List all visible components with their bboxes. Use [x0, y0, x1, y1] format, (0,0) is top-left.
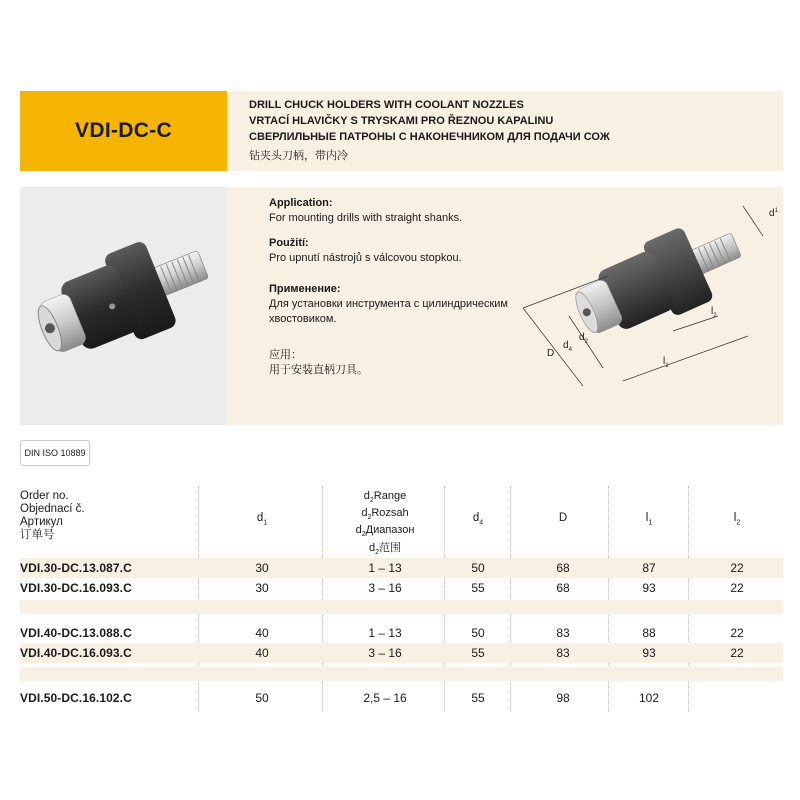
- title-zh: 钻夹头刀柄，带内冷: [249, 150, 348, 162]
- standard-badge: DIN ISO 10889: [20, 440, 90, 466]
- dim-d4-label: $d_4$: [563, 340, 572, 353]
- application-text-ru-1: Для установки инструмента с цилиндрическим: [269, 298, 508, 310]
- dim-d2-label: $d_2$: [579, 332, 588, 345]
- application-label-zh: 应用：: [269, 349, 302, 361]
- dimension-drawing: [513, 196, 778, 396]
- application-text-ru-2: хвостовиком.: [269, 313, 337, 325]
- header-l1: $l_1$: [645, 512, 653, 527]
- table-header: [20, 486, 783, 558]
- header-range: $d_2Range$ $d_2Rozsah$ $d_2Диапазон$ $d_2$范围: [355, 490, 415, 556]
- header-l2: $l_2$: [733, 512, 741, 527]
- title-cz: VRTACÍ HLAVIČKY S TRYSKAMI PRO ŘEZNOU KAPALINU: [249, 115, 554, 127]
- header-D: D: [558, 512, 568, 524]
- product-photo: [20, 187, 227, 425]
- dim-l2-label: $l_2$: [711, 306, 717, 319]
- application-label-ru: Применение:: [269, 283, 341, 295]
- table-row: VDI.40-DC.16.093.C 40 3 – 16 55 83 93 22: [20, 643, 783, 663]
- table-row: VDI.50-DC.16.102.C 50 2,5 – 16 55 98 102: [20, 691, 660, 705]
- application-label-en: Application:: [269, 197, 333, 209]
- application-text-cz: Pro upnutí nástrojů s válcovou stopkou.: [269, 252, 462, 264]
- product-code: VDI-DC-C: [75, 119, 172, 142]
- dim-D-label: D: [547, 348, 555, 359]
- header-d1: $d_1$: [256, 512, 268, 527]
- application-text-en: For mounting drills with straight shanks.: [269, 212, 463, 224]
- header-order: Order no. Objednací č. Артикул 订单号: [20, 490, 85, 541]
- table-row: VDI.30-DC.13.087.C 30 1 – 13 50 68 87 22: [20, 558, 783, 578]
- title-ru: СВЕРЛИЛЬНЫЕ ПАТРОНЫ С НАКОНЕЧНИКОМ ДЛЯ ПОДАЧИ СОЖ: [249, 131, 610, 143]
- application-text-zh: 用于安装直柄刀具。: [269, 364, 368, 376]
- dim-d1-label: $d^1$: [769, 208, 778, 219]
- header-d4: $d_4$: [472, 512, 484, 527]
- dim-l1-label: $l_1$: [663, 356, 669, 369]
- title-block: [227, 91, 783, 171]
- drill-chuck-photo-icon: [20, 187, 227, 425]
- table-row: VDI.30-DC.16.093.C 30 3 – 16 55 68 93 22: [20, 581, 744, 595]
- table-row: VDI.40-DC.13.088.C 40 1 – 13 50 83 88 22: [20, 626, 744, 640]
- application-label-cz: Použití:: [269, 237, 309, 249]
- product-code-tag: [20, 91, 227, 171]
- title-en: DRILL CHUCK HOLDERS WITH COOLANT NOZZLES: [249, 99, 524, 111]
